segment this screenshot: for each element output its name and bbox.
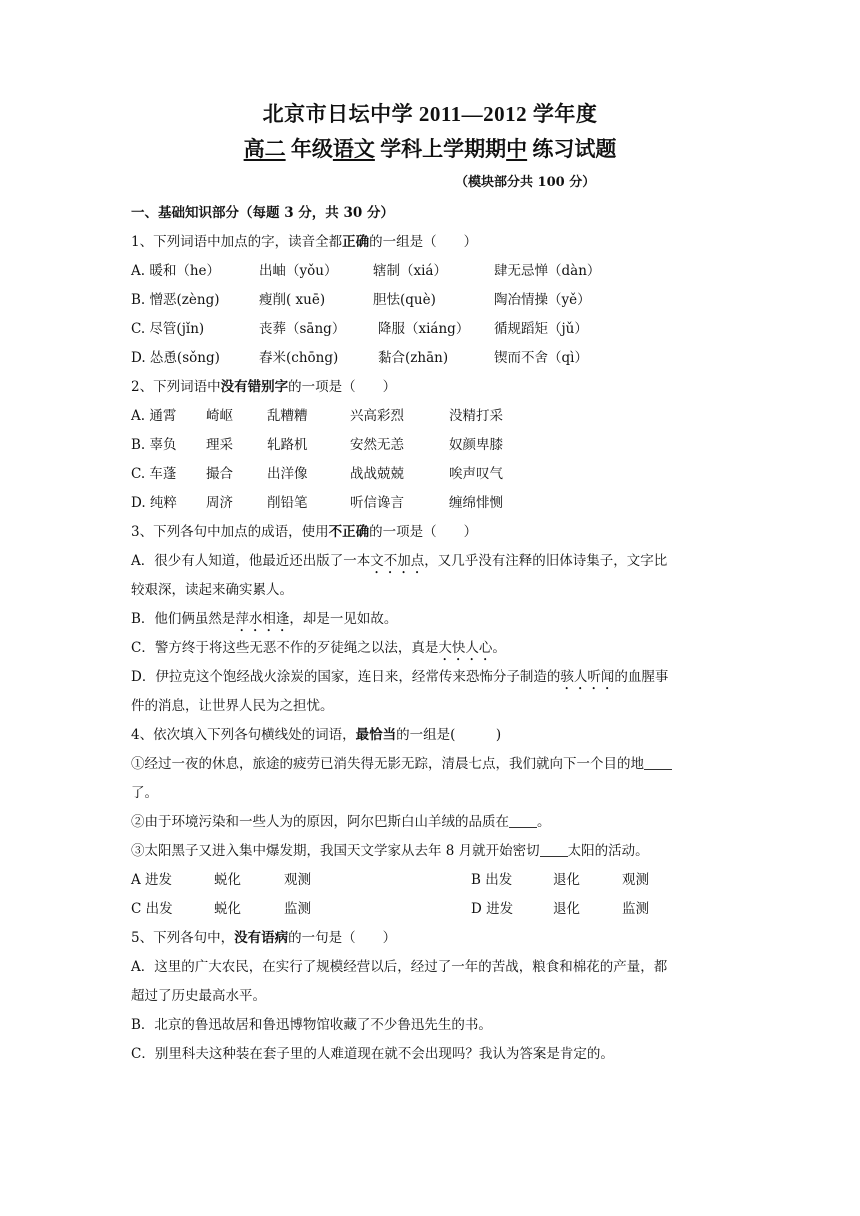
stem-text: 的一项是（ ） [288,379,397,395]
q4-option-b-3: 观测 [622,872,649,888]
q1-d-2: 舂米(chōng) [259,350,339,366]
q1-c-3: 降服（xiáng） [378,321,470,337]
q4-sentence-3 [131,839,649,859]
stem-text: 的一句是（ ） [288,930,397,946]
q4-option-a-3: 观测 [284,872,311,888]
q2-d-4: 听信谗言 [350,495,404,511]
subject-blank: 语文 [332,137,375,161]
q1-b-4: 陶冶情操（yě） [494,292,591,308]
score-note: （模块部分共 100 分） [455,175,596,190]
q3-option-a-line2: 较艰深，读起来确实累人。 [131,582,293,598]
dotted-idiom: 萍水相逢 [235,611,290,627]
q1-d-3: 黏合(zhān) [378,350,449,366]
q4-option-d-2: 退化 [553,901,580,917]
stem-emphasis: 最恰当 [355,727,397,743]
q1-a-3: 辖制（xiá） [373,263,447,279]
q2-d-1: D. 纯粹 [131,495,177,511]
q2-d-2: 周济 [206,495,233,511]
exam-title: 北京市日坛中学 2011—2012 学年度 [262,102,598,126]
term-blank: 中 [506,137,528,161]
q5-option-a-line1: A．这里的广大农民，在实行了规模经营以后，经过了一年的苦战，粮食和棉花的产量，都 [131,959,668,975]
q1-a-4: 肆无忌惮（dàn） [494,263,601,279]
option-text: ，却是一见如故。 [289,611,398,627]
q4-option-d-3: 监测 [622,901,649,917]
q4-option-a-2: 蜕化 [214,872,241,888]
q3-option-c [131,636,506,664]
q3-option-a-line1 [131,549,667,577]
q2-d-3: 削铅笔 [267,495,308,511]
q2-d-5: 缠绵悱恻 [449,495,503,511]
q2-c-4: 战战兢兢 [350,466,404,482]
q2-a-4: 兴高彩烈 [350,408,404,424]
q3-option-d-line2: 件的消息，让世界人民为之担忧。 [131,698,334,714]
fill-blank [509,814,537,829]
q4-option-b-1: B 出发 [471,872,513,888]
q4-option-c-1: C 出发 [131,901,173,917]
q2-b-5: 奴颜卑膝 [449,437,503,453]
q2-c-5: 唉声叹气 [449,466,503,482]
grade-blank: 高二 [243,137,286,161]
stem-text: 1、下列词语中加点的字，读音全都 [131,234,343,250]
q5-option-c: C．别里科夫这种装在套子里的人难道现在就不会出现吗？我认为答案是肯定的。 [131,1046,614,1062]
option-text: 。 [492,640,506,656]
sentence-text: 。 [537,814,551,830]
stem-text: 的一项是（ ） [369,524,478,540]
stem-text: 3、下列各句中加点的成语，使用 [131,524,329,540]
q2-a-5: 没精打采 [449,408,503,424]
dotted-idiom: 大快人心 [438,640,493,656]
q1-d-4: 锲而不舍（qì） [494,350,588,366]
q2-b-2: 理采 [206,437,233,453]
sentence-text: ③太阳黑子又进入集中爆发期，我国天文学家从去年 8 月就开始密切 [131,843,540,859]
q1-a-2: 出岫（yǒu） [259,263,338,279]
subtitle-text: 学科上学期期 [380,137,507,161]
option-text: 的血腥事 [614,669,669,685]
option-text: B．他们俩虽然是 [131,611,236,627]
q1-d-1: D. 怂恿(sǒng) [131,350,220,366]
q1-c-2: 丧葬（sāng） [259,321,346,337]
exam-subtitle [0,133,860,163]
question-stem [131,520,477,540]
q2-c-2: 撮合 [206,466,233,482]
q1-c-4: 循规蹈矩（jǔ） [494,321,588,337]
q2-c-3: 出洋像 [267,466,308,482]
q4-sentence-2 [131,810,551,830]
q4-option-c-3: 监测 [284,901,311,917]
stem-text: 2、下列词语中 [131,379,221,395]
q1-b-2: 瘦削( xuē) [259,292,326,308]
stem-emphasis: 没有语病 [234,930,289,946]
question-stem [131,926,396,946]
sentence-text: ②由于环境污染和一些人为的原因，阿尔巴斯白山羊绒的品质在 [131,814,509,830]
fill-blank [540,843,568,858]
q2-a-1: A. 通霄 [131,408,177,424]
q2-a-3: 乱糟糟 [267,408,308,424]
stem-text: 4、依次填入下列各句横线处的词语， [131,727,356,743]
sentence-text: ①经过一夜的休息，旅途的疲劳已消失得无影无踪，清晨七点，我们就向下一个目的地 [131,756,644,772]
q4-option-b-2: 退化 [553,872,580,888]
stem-text: 的一组是（ ） [369,234,478,250]
q1-b-3: 胆怯(què) [373,292,436,308]
stem-emphasis: 正确 [342,234,370,250]
option-text: ，又几乎没有注释的旧体诗集子，文字比 [424,553,668,569]
q2-b-4: 安然无恙 [350,437,404,453]
dotted-idiom: 文不加点 [370,553,425,569]
stem-emphasis: 不正确 [328,524,370,540]
question-stem [131,723,501,743]
q1-b-1: B. 憎恶(zèng) [131,292,220,308]
sentence-text: 太阳的活动。 [567,843,649,859]
q2-a-2: 崎岖 [206,408,233,424]
q4-option-c-2: 蜕化 [214,901,241,917]
q4-option-a-1: A 进发 [131,872,173,888]
q5-option-a-line2: 超过了历史最高水平。 [131,988,266,1004]
q4-sentence-1 [131,752,672,772]
q2-c-1: C. 车蓬 [131,466,177,482]
q4-sentence-1-end: 了。 [131,785,158,801]
subtitle-text: 练习试题 [532,137,617,161]
q3-option-b [131,607,397,635]
q2-b-1: B. 辜负 [131,437,177,453]
stem-text: 的一组是( ) [396,727,502,743]
question-stem [131,375,396,395]
fill-blank [644,756,672,771]
stem-text: 5、下列各句中， [131,930,235,946]
q4-option-d-1: D 进发 [471,901,514,917]
dotted-idiom: 骇人听闻 [560,669,615,685]
q5-option-b: B．北京的鲁迅故居和鲁迅博物馆收藏了不少鲁迅先生的书。 [131,1017,492,1033]
q3-option-d-line1 [131,665,668,693]
option-text: A．很少有人知道，他最近还出版了一本 [131,553,371,569]
stem-emphasis: 没有错别字 [220,379,289,395]
q1-c-1: C. 尽管(jǐn) [131,321,205,337]
q1-a-1: A. 暖和（he） [131,263,221,279]
q2-b-3: 轧路机 [267,437,308,453]
option-text: D．伊拉克这个饱经战火涂炭的国家，连日来，经常传来恐怖分子制造的 [131,669,561,685]
section-heading: 一、基础知识部分（每题 3 分，共 30 分） [131,205,394,221]
option-text: C．警方终于将这些无恶不作的歹徒绳之以法，真是 [131,640,439,656]
question-stem [131,230,477,250]
subtitle-text: 年级 [290,137,333,161]
